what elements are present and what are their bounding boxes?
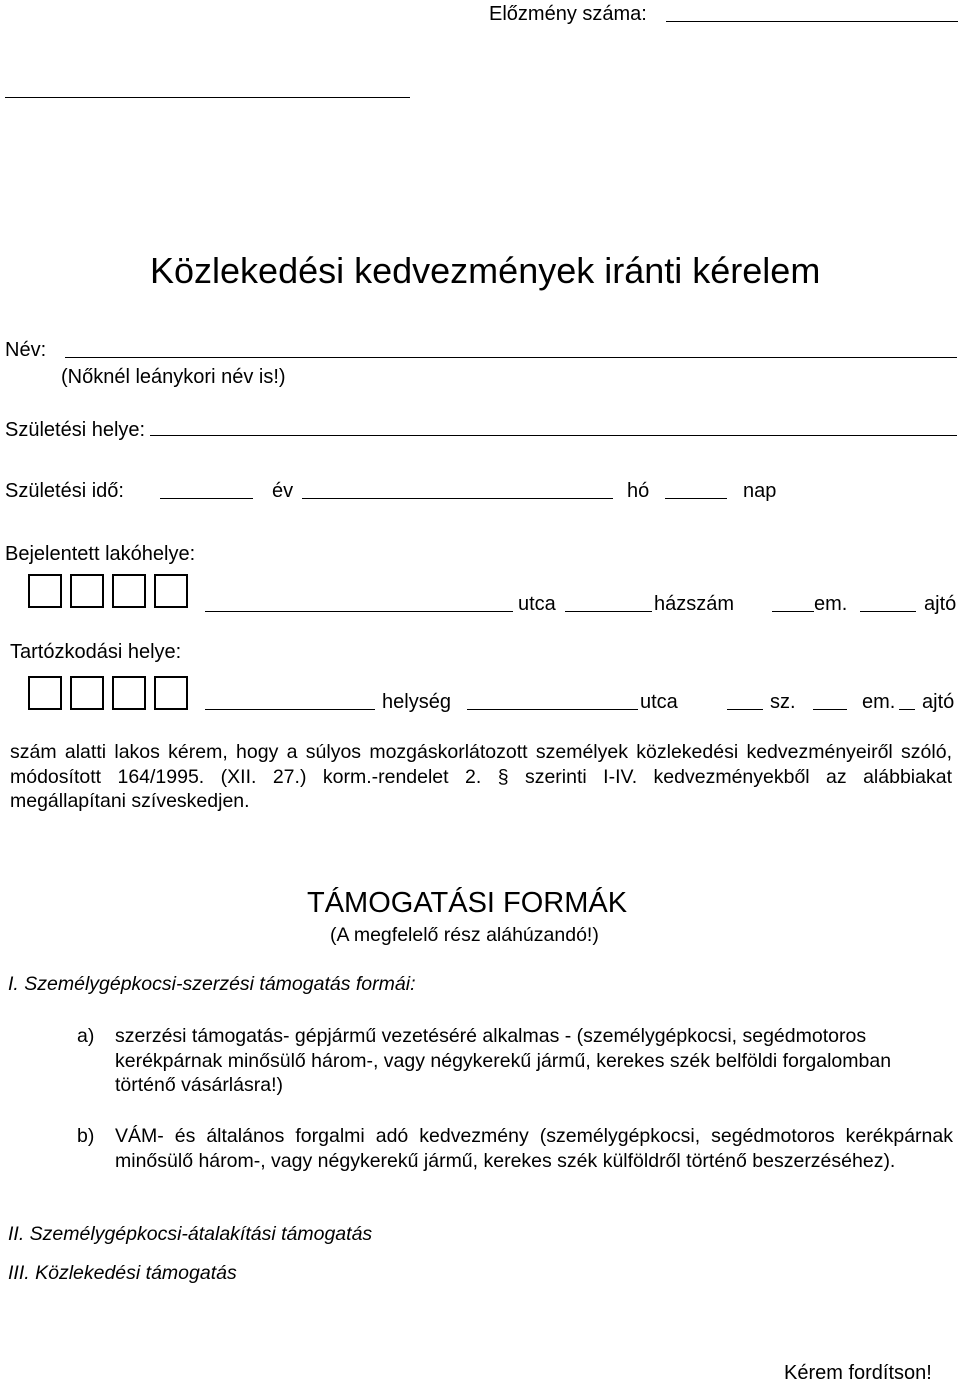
support-forms-heading: TÁMOGATÁSI FORMÁK	[307, 887, 628, 919]
registered-door-label: ajtó	[924, 593, 957, 615]
birth-place-label: Születési helye:	[5, 419, 146, 441]
residence-door-field[interactable]	[899, 709, 915, 710]
registered-housenumber-label: házszám	[654, 593, 735, 615]
residence-floor-label: em.	[862, 691, 896, 713]
birth-year-label: év	[272, 480, 294, 502]
birth-day-label: nap	[743, 480, 777, 502]
page-title: Közlekedési kedvezmények iránti kérelem	[150, 250, 821, 291]
birth-date-label: Születési idő:	[5, 480, 124, 502]
registered-street-field[interactable]	[205, 611, 513, 612]
registered-floor-label: em.	[814, 593, 848, 615]
name-note: (Nőknél leánykori név is!)	[61, 366, 286, 388]
residence-postcode-box-4[interactable]	[154, 676, 188, 710]
birth-place-field[interactable]	[150, 435, 957, 436]
birth-month-label: hó	[627, 480, 650, 502]
residence-street-field[interactable]	[467, 709, 638, 710]
residence-city-label: helység	[382, 691, 451, 713]
name-field[interactable]	[65, 357, 957, 358]
residence-postcode-box-3[interactable]	[112, 676, 146, 710]
birth-day-field[interactable]	[665, 498, 727, 499]
item-b-marker: b)	[77, 1125, 95, 1147]
registered-housenumber-field[interactable]	[565, 611, 652, 612]
registered-floor-field[interactable]	[772, 611, 814, 612]
turn-over-note: Kérem fordítson!	[784, 1362, 932, 1384]
registered-postcode-box-4[interactable]	[154, 574, 188, 608]
residence-number-label: sz.	[770, 691, 796, 713]
residence-number-field[interactable]	[727, 709, 763, 710]
item-b-text: VÁM- és általános forgalmi adó kedvezmény (személygépkocsi, segédmotoros kerékpárnak minősülő három-, vagy négykerekű jármű, kerekes szék külföldről történő beszerzéséhez).	[115, 1125, 953, 1172]
residence-floor-field[interactable]	[813, 709, 847, 710]
item-a-marker: a)	[77, 1025, 95, 1047]
registered-address-label: Bejelentett lakóhelye:	[5, 543, 196, 565]
support-forms-subheading: (A megfelelő rész aláhúzandó!)	[330, 924, 599, 946]
residence-door-label: ajtó	[922, 691, 955, 713]
registration-number-field[interactable]	[5, 97, 410, 98]
section-2-title: II. Személygépkocsi-átalakítási támogatás	[8, 1223, 373, 1245]
registered-postcode-box-1[interactable]	[28, 574, 62, 608]
residence-postcode-box-1[interactable]	[28, 676, 62, 710]
registered-postcode-box-3[interactable]	[112, 574, 146, 608]
prior-number-label: Előzmény száma:	[489, 3, 647, 25]
prior-number-field[interactable]	[666, 21, 958, 22]
name-label: Név:	[5, 339, 47, 361]
registered-street-label: utca	[518, 593, 556, 615]
birth-year-field[interactable]	[160, 498, 253, 499]
registered-door-field[interactable]	[860, 611, 916, 612]
residence-city-field[interactable]	[205, 709, 375, 710]
section-3-title: III. Közlekedési támogatás	[8, 1262, 237, 1284]
residence-street-label: utca	[640, 691, 678, 713]
registered-postcode-box-2[interactable]	[70, 574, 104, 608]
item-a-text: szerzési támogatás- gépjármű vezetéséré alkalmas - (személygépkocsi, segédmotoros kerékpárnak minősülő három-, vagy négykerekű jármű, kerekes szék belföldi forgalomban történő vásárlásra!)	[115, 1025, 892, 1096]
birth-month-field[interactable]	[302, 498, 613, 499]
residence-label: Tartózkodási helye:	[10, 641, 182, 663]
request-text: szám alatti lakos kérem, hogy a súlyos mozgáskorlátozott személyek közlekedési kedvezményeiről szóló, módosított 164/1995. (XII. 27.) korm.-rendelet 2. § szerinti I-IV. kedvezményekből az alábbiakat megállapítani szíveskedjen.	[10, 741, 952, 812]
section-1-title: I. Személygépkocsi-szerzési támogatás formái:	[8, 973, 416, 995]
residence-postcode-box-2[interactable]	[70, 676, 104, 710]
